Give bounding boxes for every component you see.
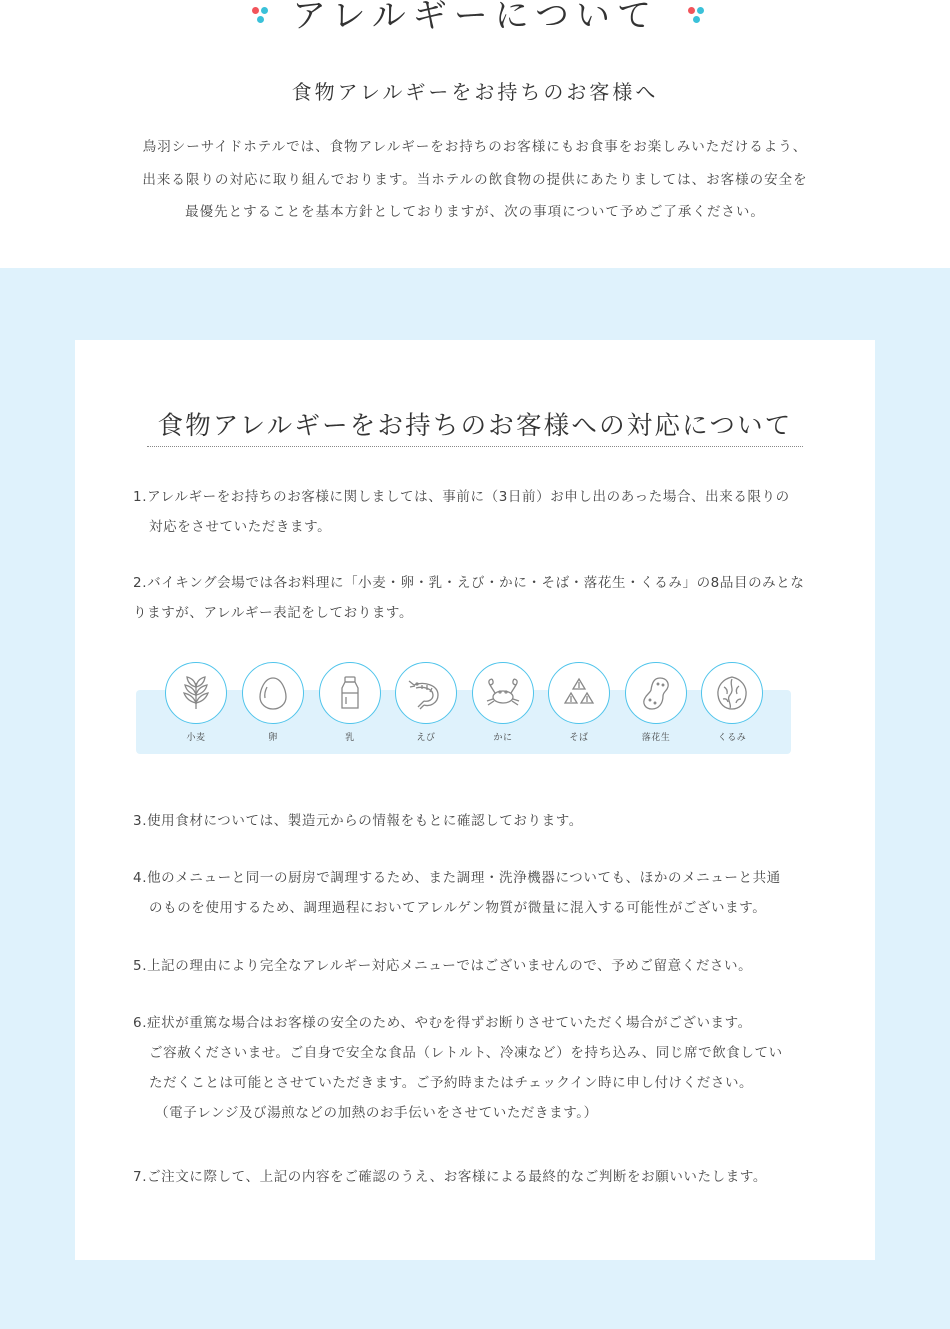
policy-line: のものを使用するため、調理過程においてアレルゲン物質が微量に混入する可能性がございます。 bbox=[149, 900, 767, 916]
policy-line: りますが、アレルギー表記をしております。 bbox=[133, 605, 414, 621]
allergy-policy-card bbox=[75, 340, 875, 1260]
decoration-dots-icon bbox=[686, 6, 708, 26]
policy-item-3 bbox=[133, 806, 833, 836]
policy-line: 5.上記の理由により完全なアレルギー対応メニューではございませんので、予めご留意ください。 bbox=[133, 958, 753, 974]
card-title: 食物アレルギーをお持ちのお客様への対応について bbox=[147, 406, 803, 447]
policy-line: 3.使用食材については、製造元からの情報をもとに確認しております。 bbox=[133, 813, 583, 829]
policy-line: 2.バイキング会場では各お料理に「小麦・卵・乳・えび・かに・そば・落花生・くるみ」の8品目のみとな bbox=[133, 575, 805, 591]
allergen-strip bbox=[136, 690, 791, 754]
allergen-label: くるみ bbox=[717, 733, 747, 743]
egg-icon bbox=[253, 673, 293, 713]
policy-line: 対応をさせていただきます。 bbox=[149, 519, 332, 535]
walnut-icon bbox=[712, 673, 752, 713]
policy-line: （電子レンジ及び湯煎などの加熱のお手伝いをさせていただきます。） bbox=[155, 1105, 598, 1121]
allergen-label: 乳 bbox=[345, 733, 355, 743]
policy-item-1 bbox=[133, 482, 833, 542]
intro-text bbox=[0, 131, 950, 229]
policy-item-6 bbox=[133, 1008, 833, 1128]
policy-item-4 bbox=[133, 863, 833, 923]
policy-line: 4.他のメニューと同一の厨房で調理するため、また調理・洗浄機器についても、ほかのメニューと共通 bbox=[133, 870, 781, 886]
milk-bottle-icon bbox=[330, 673, 370, 713]
allergen-label: 落花生 bbox=[641, 733, 671, 743]
shrimp-icon bbox=[406, 673, 446, 713]
page-title: アレルギーについて bbox=[291, 0, 659, 36]
policy-line: ただくことは可能とさせていただきます。ご予約時またはチェックイン時に申し付けください。 bbox=[149, 1075, 754, 1091]
peanut-icon bbox=[636, 673, 676, 713]
allergen-peanut bbox=[624, 662, 688, 743]
intro-line: 鳥羽シーサイドホテルでは、食物アレルギーをお持ちのお客様にもお食事をお楽しみいただけるよう、 bbox=[142, 139, 808, 155]
intro-section bbox=[0, 0, 950, 268]
allergen-label: えび bbox=[416, 733, 436, 743]
policy-item-5 bbox=[133, 951, 833, 981]
allergen-label: かに bbox=[493, 733, 513, 743]
policy-line: ご容赦くださいませ。ご自身で安全な食品（レトルト、冷凍など）を持ち込み、同じ席で飲食してい bbox=[149, 1045, 783, 1061]
allergen-shrimp bbox=[394, 662, 458, 743]
allergen-buckwheat bbox=[547, 662, 611, 743]
intro-line: 最優先とすることを基本方針としておりますが、次の事項について予めご了承ください。 bbox=[185, 204, 765, 220]
policy-item-7 bbox=[133, 1162, 833, 1192]
intro-line: 出来る限りの対応に取り組んでおります。当ホテルの飲食物の提供にあたりましては、お客様の安全を bbox=[142, 171, 808, 188]
buckwheat-icon bbox=[559, 673, 599, 713]
policy-item-2 bbox=[133, 568, 833, 628]
policy-line: 1.アレルギーをお持ちのお客様に関しましては、事前に（3日前）お申し出のあった場合、出来る限りの bbox=[133, 489, 790, 505]
wheat-icon bbox=[176, 673, 216, 713]
allergen-milk bbox=[318, 662, 382, 743]
allergen-egg bbox=[241, 662, 305, 743]
allergen-label: 小麦 bbox=[186, 733, 206, 743]
crab-icon bbox=[483, 673, 523, 713]
allergen-wheat bbox=[164, 662, 228, 743]
policy-line: 7.ご注文に際して、上記の内容をご確認のうえ、お客様による最終的なご判断をお願いいたします。 bbox=[133, 1169, 767, 1185]
allergen-walnut bbox=[700, 662, 764, 743]
allergen-label: そば bbox=[569, 733, 589, 743]
section-subtitle: 食物アレルギーをお持ちのお客様へ bbox=[291, 80, 659, 104]
policy-line: 6.症状が重篤な場合はお客様の安全のため、やむを得ずお断りさせていただく場合がございます。 bbox=[133, 1015, 752, 1031]
allergen-crab bbox=[471, 662, 535, 743]
allergen-label: 卵 bbox=[268, 733, 278, 743]
